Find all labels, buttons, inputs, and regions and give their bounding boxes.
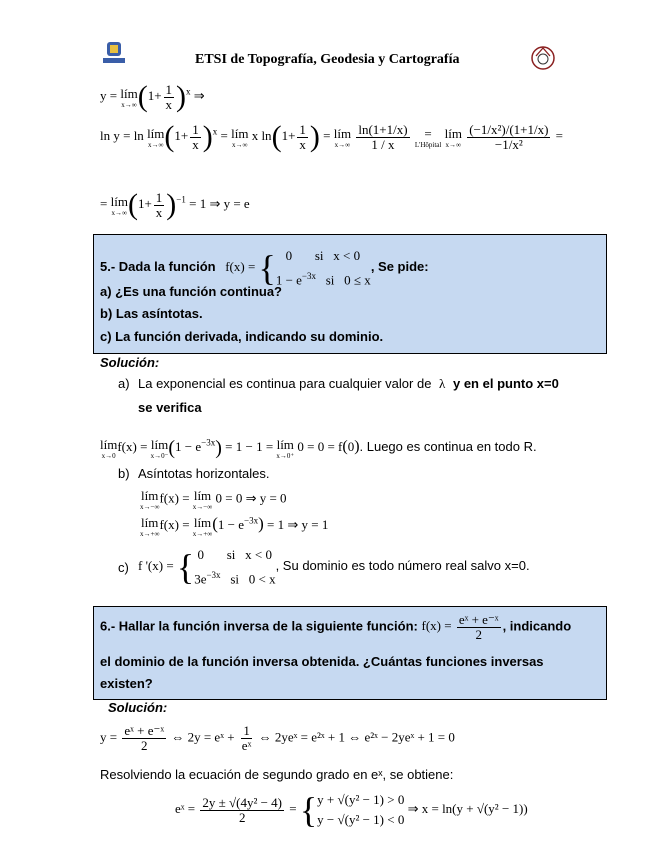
problem-6-line-3: existen? <box>100 676 153 691</box>
school-seal-icon <box>530 44 556 70</box>
equation-line-3: = lím x→∞ (1+ $\frac{1}{x}$ )$^{-1}$ = 1 ⇒ y = e <box>100 188 250 221</box>
solution-5-heading: Solución: <box>100 355 160 370</box>
solution-5-c-math: f '(x) = { 0 si x < 0 $3e^{-3x}$ si 0 < x , Su dominio es todo número real salvo x=0. <box>138 547 530 588</box>
problem-5-part-c: c) La función derivada, indicando su dominio. <box>100 329 384 344</box>
problem-5-part-b: b) Las asíntotas. <box>100 306 203 321</box>
university-logo-icon <box>103 42 125 68</box>
solution-5-b-text: Asíntotas horizontales. <box>138 466 270 481</box>
solution-6-text: Resolviendo la ecuación de segundo grado en eˣ, se obtiene: <box>100 767 454 782</box>
solution-5-a-text: La exponencial es continua para cualquier valor de λ y en el punto x=0 <box>138 376 559 391</box>
problem-5-part-a: a) ¿Es una función continua? <box>100 284 282 299</box>
solution-5-b-math-1: lím x→−∞ f(x) = lím x→−∞ 0 = 0 ⇒ y = 0 <box>140 488 287 511</box>
problem-5-statement: 5.- Dada la función f(x) = { 0 si x < 0 $1 - e^{-3x}$ si 0 ≤ x , Se pide: <box>100 248 429 289</box>
solution-5-c-label: c) <box>118 560 129 575</box>
equation-line-1: y = lím x→∞ (1+ $\frac{1}{x}$ )$^x$ ⇒ <box>100 80 205 113</box>
solution-6-math-1: y = $\frac{\text{eˣ + e⁻ˣ}}{2}$ ⇔ 2y = eˣ + $\frac{1}{\text{eˣ}}$ ⇔ 2yeˣ = e²ˣ + 1 ⇔ e²ˣ − 2yeˣ + 1 = 0 <box>100 723 455 753</box>
solution-5-b-label: b) <box>118 466 130 481</box>
page-title: ETSI de Topografía, Geodesia y Cartografía <box>195 52 460 67</box>
solution-5-b-math-2: lím x→+∞ f(x) = lím x→+∞ $(1 - e^{-3x}) = 1$ ⇒ y = 1 <box>140 514 329 538</box>
solution-6-math-2: eˣ = $\frac{\text{2y ± √(4y² − 4)}}{2}$ = { y + √(y² − 1) > 0 y − √(y² − 1) < 0 ⇒ x = ln(y + √(y² − 1)) <box>175 790 528 830</box>
problem-5-box <box>93 234 607 354</box>
solution-5-a-label: a) <box>118 376 130 391</box>
problem-6-box <box>93 606 607 700</box>
header-logo-right <box>530 44 556 70</box>
equation-line-2: ln y = ln lím x→∞ (1+ $\frac{1}{x}$ )$^x$ = lím x→∞ x ln(1+ $\frac{1}{x}$ ) = lím x→∞ $\frac{\ln(1+1/x)}{1 / x}$ = L'Hôpital lím x→∞ $\frac{\text{(−1/x²)/(1+1/x)}}{\text{−1/x²}}$ = <box>100 120 564 153</box>
solution-6-heading: Solución: <box>108 700 168 715</box>
header-logo-left <box>103 42 125 68</box>
problem-6-statement: 6.- Hallar la función inversa de la siguiente función: f(x) = $\frac{\text{eˣ + e⁻ˣ}}{2}$ , indicando <box>100 612 572 642</box>
solution-5-a-text-cont: se verifica <box>138 400 202 415</box>
problem-6-line-2: el dominio de la función inversa obtenida. ¿Cuántas funciones inversas <box>100 654 544 669</box>
solution-5-a-math: lím x→0 f(x) = lím x→0⁻ $(1 - e^{-3x}) = 1 - 1$ = lím x→0⁺ 0 = 0 = f(0). Luego es continua en todo R. <box>100 436 537 460</box>
